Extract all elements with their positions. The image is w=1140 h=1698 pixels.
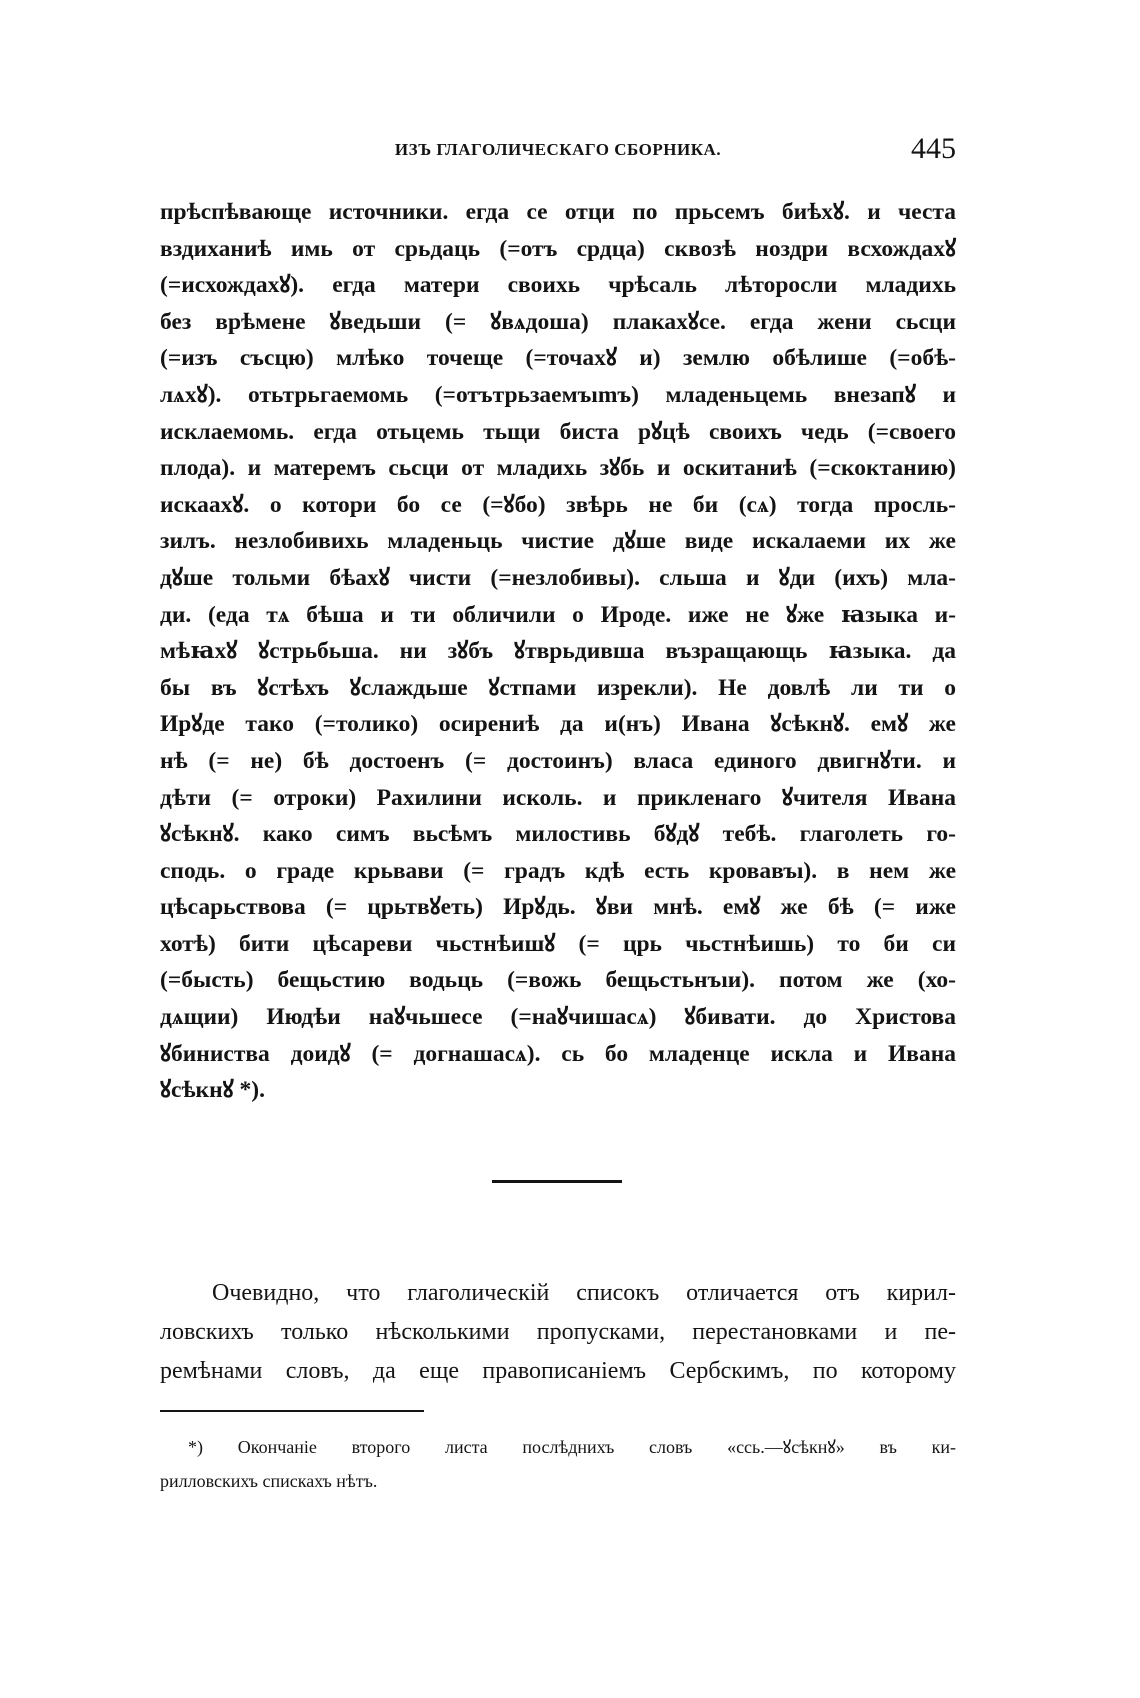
- text-line: дѣти (= отроки) Рахилини исколь. и прикленаго ꙋчителя Ивана: [160, 784, 956, 811]
- text-line: искаахꙋ. о котори бо се (=ꙋбо) звѣрь не би (сѧ) тогда просль-: [160, 491, 956, 518]
- text-line: исклаемомь. егда отьцемь тьщи биста рꙋцѣ своихъ чедь (=своего: [160, 418, 956, 445]
- text-line: без врѣмене ꙋведьши (= ꙋвѧдоша) плакахꙋсе. егда жени сьсци: [160, 308, 956, 335]
- running-title: ИЗЪ ГЛАГОЛИЧЕСКАГО СБОРНИКА.: [394, 140, 722, 159]
- page-number: 445: [911, 132, 956, 165]
- commentary-line: ловскихъ только нѣсколькими пропусками, перестановками и пе-: [160, 1319, 956, 1345]
- text-line: вздиханиѣ имь от срьдаць (=отъ срдца) сквозѣ ноздри всхождахꙋ: [160, 235, 956, 262]
- commentary-line: Очевидно, что глаголическій списокъ отличается отъ кирил-: [212, 1280, 956, 1306]
- text-line: мѣꙗхꙋ ꙋстрьбьша. ни зꙋбъ ꙋтврьдивша възращающь ꙗзыка. да: [160, 638, 956, 665]
- text-line: ꙋбиниства доидꙋ (= догнашасѧ). сь бо младенце искла и Ивана: [160, 1040, 956, 1067]
- running-header: [160, 132, 956, 166]
- footnote-line: рилловскихъ спискахъ нѣтъ.: [160, 1471, 378, 1491]
- text-line: сподь. о граде крьвави (= градъ кдѣ есть кровавъı). в нем же: [160, 857, 956, 884]
- text-line: лѧхꙋ). отьтрьгаемомь (=отътрьзаемъımъ) младеньцемь внезапꙋ и: [160, 381, 956, 408]
- text-line: нѣ (= не) бѣ достоенъ (= достоинъ) власа единого двигнꙋти. и: [160, 747, 956, 774]
- footnote-rule: [160, 1410, 424, 1412]
- commentary-paragraph: [160, 1274, 956, 1391]
- footnote: [160, 1430, 956, 1498]
- text-line: ꙋсѣкнꙋ *).: [160, 1077, 265, 1104]
- text-line: дꙋше тольми бѣахꙋ чисти (=незлобивы). сльша и ꙋди (ихъ) мла-: [160, 564, 956, 591]
- text-line: ди. (еда тѧ бѣша и ти обличили о Ироде. иже не ꙋже ꙗзыка и-: [160, 601, 956, 628]
- text-line: цѣсарьствова (= црьтвꙋеть) Ирꙋдь. ꙋви мнѣ. емꙋ же бѣ (= иже: [160, 894, 956, 921]
- section-separator: [492, 1180, 622, 1183]
- text-line: хотѣ) бити цѣсареви чьстнѣишꙋ (= црь чьстнѣишь) то би си: [160, 930, 956, 957]
- text-line: бы въ ꙋстѣхъ ꙋслаждьше ꙋстпами изрекли). Не довлѣ ли ти о: [160, 674, 956, 701]
- text-line: Ирꙋде тако (=толико) осирениѣ да и(нъ) Ивана ꙋсѣкнꙋ. емꙋ же: [160, 711, 956, 738]
- text-line: ꙋсѣкнꙋ. како симъ вьсѣмъ милостивь бꙋдꙋ тебѣ. глаголеть го-: [160, 821, 956, 848]
- commentary-line: ремѣнами словъ, да еще правописаніемъ Сербскимъ, по которому: [160, 1358, 956, 1384]
- text-line: зилъ. незлобивихь младеньць чистие дꙋше виде искалаеми их же: [160, 528, 956, 555]
- footnote-line: *) Окончаніе второго листа послѣднихъ словъ «ссь.—ꙋсѣкнꙋ» въ ки-: [188, 1437, 956, 1457]
- text-line: прѣспѣвающе источники. егда се отци по прьсемъ биѣхꙋ. и честа: [160, 199, 956, 225]
- text-line: дѧщии) Июдѣи наꙋчьшесе (=наꙋчишасѧ) ꙋбивати. до Христова: [160, 1004, 956, 1031]
- text-line: (=изъ съсцю) млѣко точеще (=точахꙋ и) землю обѣлише (=обѣ-: [160, 345, 956, 372]
- text-line: плода). и матеремъ сьсци от младихь зꙋбь и оскитаниѣ (=скоктанию): [160, 455, 956, 482]
- text-line: (=бысть) бещьстию водьць (=вожь бещьстьнъıи). потом же (хо-: [160, 967, 956, 994]
- text-line: (=исхождахꙋ). егда матери своихь чрѣсаль лѣторосли младихь: [160, 272, 956, 299]
- glagolitic-text-block: [160, 194, 956, 1109]
